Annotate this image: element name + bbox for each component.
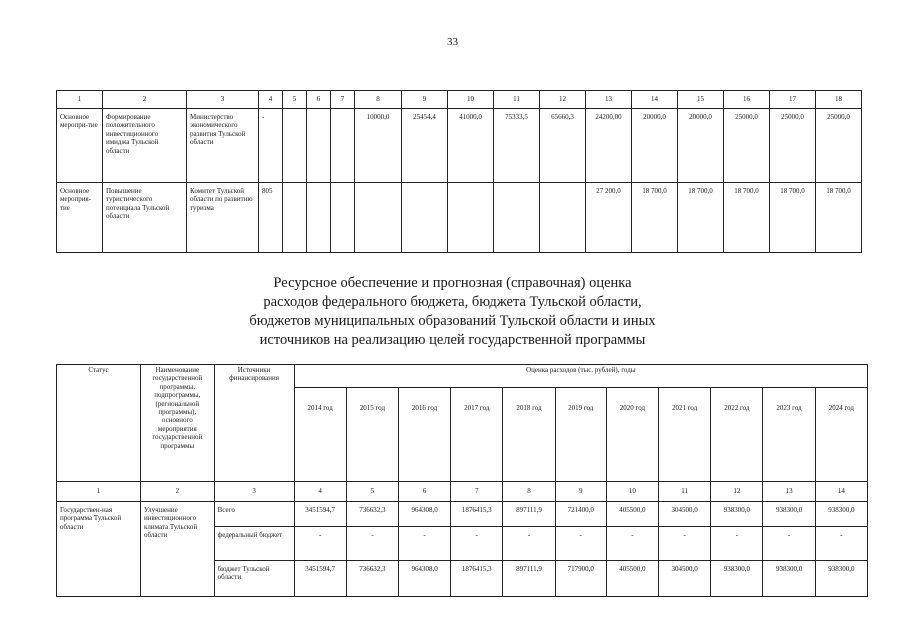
table-cell bbox=[331, 183, 355, 253]
year-header: 2016 год bbox=[398, 388, 450, 482]
table-cell bbox=[283, 183, 307, 253]
table-cell bbox=[402, 183, 448, 253]
table-cell bbox=[307, 109, 331, 183]
source-cell: бюджет Тульской области bbox=[214, 561, 294, 597]
column-number: 2 bbox=[103, 91, 187, 109]
column-number: 11 bbox=[659, 482, 711, 502]
column-number: 11 bbox=[494, 91, 540, 109]
value-cell: - bbox=[659, 527, 711, 561]
table-cell: 20000,0 bbox=[632, 109, 678, 183]
table-header-row bbox=[57, 365, 868, 388]
column-number: 4 bbox=[259, 91, 283, 109]
column-number: 5 bbox=[346, 482, 398, 502]
resource-estimate-table bbox=[56, 364, 868, 597]
column-number: 12 bbox=[540, 91, 586, 109]
column-number: 15 bbox=[678, 91, 724, 109]
year-header: 2014 год bbox=[294, 388, 346, 482]
table-cell: Министерство экономического развития Тульской области bbox=[187, 109, 259, 183]
status-header: Статус bbox=[57, 365, 141, 482]
table-row bbox=[57, 109, 862, 183]
name-header: Наименование государственной программы, подпрограммы, (региональной программы), основного мероприятия государственной программы bbox=[140, 365, 214, 482]
table-cell: - bbox=[259, 109, 283, 183]
value-cell: 304500,0 bbox=[659, 561, 711, 597]
year-header: 2017 год bbox=[451, 388, 503, 482]
value-cell: 1876415,3 bbox=[451, 561, 503, 597]
year-header: 2018 год bbox=[503, 388, 555, 482]
year-header: 2021 год bbox=[659, 388, 711, 482]
table-cell: 25000,0 bbox=[724, 109, 770, 183]
column-number: 7 bbox=[331, 91, 355, 109]
table-header-row bbox=[57, 91, 862, 109]
table-row bbox=[57, 502, 868, 527]
value-cell: - bbox=[451, 527, 503, 561]
table-cell: 18 700,0 bbox=[724, 183, 770, 253]
value-cell: 405500,0 bbox=[606, 561, 658, 597]
table-cell: 25000,0 bbox=[816, 109, 862, 183]
table-cell: 18 700,0 bbox=[632, 183, 678, 253]
table-cell: 25000,0 bbox=[770, 109, 816, 183]
column-number: 18 bbox=[816, 91, 862, 109]
estimate-header: Оценка расходов (тыс. рублей), годы bbox=[294, 365, 867, 388]
column-number: 9 bbox=[402, 91, 448, 109]
column-number: 13 bbox=[763, 482, 815, 502]
column-number: 1 bbox=[57, 482, 141, 502]
table-row bbox=[57, 183, 862, 253]
source-cell: Всего bbox=[214, 502, 294, 527]
column-number: 17 bbox=[770, 91, 816, 109]
table-cell: 65660,3 bbox=[540, 109, 586, 183]
value-cell: - bbox=[606, 527, 658, 561]
table-cell bbox=[448, 183, 494, 253]
column-numbers-row bbox=[57, 482, 868, 502]
value-cell: 938300,0 bbox=[711, 502, 763, 527]
table-cell: Комитет Тульской области по развитию туризма bbox=[187, 183, 259, 253]
title-line: расходов федерального бюджета, бюджета Тульской области, bbox=[263, 294, 642, 310]
table-cell: 10000,0 bbox=[355, 109, 402, 183]
value-cell: - bbox=[503, 527, 555, 561]
table-cell: Формирование положительного инвестиционного имиджа Тульской области bbox=[103, 109, 187, 183]
value-cell: - bbox=[398, 527, 450, 561]
year-header: 2019 год bbox=[555, 388, 606, 482]
value-cell: - bbox=[711, 527, 763, 561]
table-cell bbox=[540, 183, 586, 253]
source-cell: федеральный бюджет bbox=[214, 527, 294, 561]
title-line: источников на реализацию целей государственной программы bbox=[259, 332, 646, 348]
table-cell: 75333,5 bbox=[494, 109, 540, 183]
table-cell: 18 700,0 bbox=[678, 183, 724, 253]
value-cell: 3451594,7 bbox=[294, 561, 346, 597]
value-cell: 938300,0 bbox=[815, 561, 867, 597]
value-cell: 717900,0 bbox=[555, 561, 606, 597]
column-number: 14 bbox=[632, 91, 678, 109]
value-cell: - bbox=[294, 527, 346, 561]
title-line: Ресурсное обеспечение и прогнозная (справочная) оценка bbox=[273, 275, 632, 291]
table-cell bbox=[355, 183, 402, 253]
column-number: 9 bbox=[555, 482, 606, 502]
table-cell bbox=[307, 183, 331, 253]
source-header: Источники финансирования bbox=[214, 365, 294, 482]
column-number: 8 bbox=[355, 91, 402, 109]
title-line: бюджетов муниципальных образований Тульской области и иных bbox=[249, 313, 656, 329]
value-cell: - bbox=[346, 527, 398, 561]
column-number: 3 bbox=[214, 482, 294, 502]
status-cell: Государствен-ная программа Тульской области bbox=[57, 502, 141, 597]
column-number: 16 bbox=[724, 91, 770, 109]
column-number: 5 bbox=[283, 91, 307, 109]
value-cell: 897111,9 bbox=[503, 502, 555, 527]
page-number: 33 bbox=[447, 36, 458, 48]
table-cell: Основное мероприя-тие bbox=[57, 183, 103, 253]
column-number: 10 bbox=[448, 91, 494, 109]
year-header: 2024 год bbox=[815, 388, 867, 482]
table-cell: 18 700,0 bbox=[816, 183, 862, 253]
table-cell: 805 bbox=[259, 183, 283, 253]
value-cell: 304500,0 bbox=[659, 502, 711, 527]
table-cell: 41000,0 bbox=[448, 109, 494, 183]
value-cell: 938300,0 bbox=[763, 502, 815, 527]
column-number: 14 bbox=[815, 482, 867, 502]
column-number: 10 bbox=[606, 482, 658, 502]
table-cell: Повышение туристического потенциала Тульской области bbox=[103, 183, 187, 253]
table-cell: Основное меропри-тие bbox=[57, 109, 103, 183]
column-number: 13 bbox=[586, 91, 632, 109]
value-cell: 3451594,7 bbox=[294, 502, 346, 527]
year-header: 2023 год bbox=[763, 388, 815, 482]
value-cell: 897111,9 bbox=[503, 561, 555, 597]
year-header: 2022 год bbox=[711, 388, 763, 482]
value-cell: 1876415,3 bbox=[451, 502, 503, 527]
program-activities-table bbox=[56, 90, 862, 253]
table-cell bbox=[283, 109, 307, 183]
value-cell: 736632,3 bbox=[346, 502, 398, 527]
value-cell: 938300,0 bbox=[763, 561, 815, 597]
value-cell: 938300,0 bbox=[711, 561, 763, 597]
value-cell: 938300,0 bbox=[815, 502, 867, 527]
column-number: 12 bbox=[711, 482, 763, 502]
value-cell: - bbox=[815, 527, 867, 561]
column-number: 6 bbox=[307, 91, 331, 109]
value-cell: 721400,0 bbox=[555, 502, 606, 527]
column-number: 2 bbox=[140, 482, 214, 502]
table-cell: 20000,0 bbox=[678, 109, 724, 183]
value-cell: 964308,0 bbox=[398, 561, 450, 597]
value-cell: 405500,0 bbox=[606, 502, 658, 527]
table-cell: 27 200,0 bbox=[586, 183, 632, 253]
column-number: 7 bbox=[451, 482, 503, 502]
value-cell: - bbox=[763, 527, 815, 561]
table-cell: 18 700,0 bbox=[770, 183, 816, 253]
year-header: 2015 год bbox=[346, 388, 398, 482]
table-cell: 25454,4 bbox=[402, 109, 448, 183]
program-name-cell: Улучшение инвестиционного климата Тульской области bbox=[140, 502, 214, 597]
value-cell: 964308,0 bbox=[398, 502, 450, 527]
column-number: 1 bbox=[57, 91, 103, 109]
table-cell bbox=[494, 183, 540, 253]
value-cell: - bbox=[555, 527, 606, 561]
column-number: 8 bbox=[503, 482, 555, 502]
year-header: 2020 год bbox=[606, 388, 658, 482]
column-number: 4 bbox=[294, 482, 346, 502]
column-number: 3 bbox=[187, 91, 259, 109]
table-cell bbox=[331, 109, 355, 183]
value-cell: 736632,3 bbox=[346, 561, 398, 597]
table-cell: 24200,00 bbox=[586, 109, 632, 183]
section-title bbox=[0, 274, 905, 350]
column-number: 6 bbox=[398, 482, 450, 502]
